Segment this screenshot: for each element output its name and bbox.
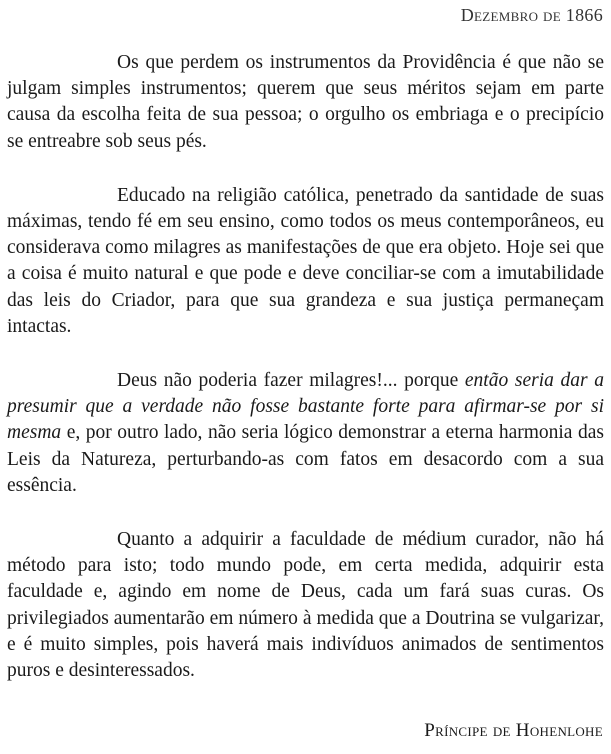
paragraph-3-start: Deus não poderia fazer milagres!... porque (117, 370, 465, 392)
paragraph-1: Os que perdem os instrumentos da Providência é que não se julgam simples instrumentos; querem que seus méritos sejam em parte causa da escolha feita de sua pessoa; o orgulho os embriaga e o precipício se entreabre sob seus pés. (7, 52, 604, 152)
paragraph-3-italic: então seria dar a presumir que a verdade não fosse bastante forte para afirmar-se por si mesma (7, 370, 604, 444)
author-signature: Príncipe de Hohenlohe (424, 720, 603, 741)
paragraph-4: Quanto a adquirir a faculdade de médium curador, não há método para isto; todo mundo pode, em certa medida, adquirir esta faculdade e, agindo em nome de Deus, cada um fará suas curas. Os privilegiados aumentarão em número à medida que a Doutrina se vulgarizar, e é muito simples, pois haverá mais indivíduos animados de sentimentos puros e desinteressados. (7, 529, 604, 682)
paragraph-2: Educado na religião católica, penetrado da santidade de suas máximas, tendo fé em seu ensino, como todos os meus contemporâneos, eu considerava como milagres as manifestações de que era objeto. Hoje sei que a coisa é muito natural e que pode e deve conciliar-se com a imutabilidade das leis do Criador, para que sua grandeza e sua justiça permaneçam intactas. (7, 184, 604, 337)
paragraph-3 (7, 368, 604, 499)
paragraph-3-end: e, por outro lado, não seria lógico demonstrar a eterna harmonia das Leis da Natureza, perturbando-as com fatos em desacordo com a sua essência. (7, 422, 604, 496)
body-text (7, 50, 604, 712)
running-header: Dezembro de 1866 (460, 5, 603, 25)
